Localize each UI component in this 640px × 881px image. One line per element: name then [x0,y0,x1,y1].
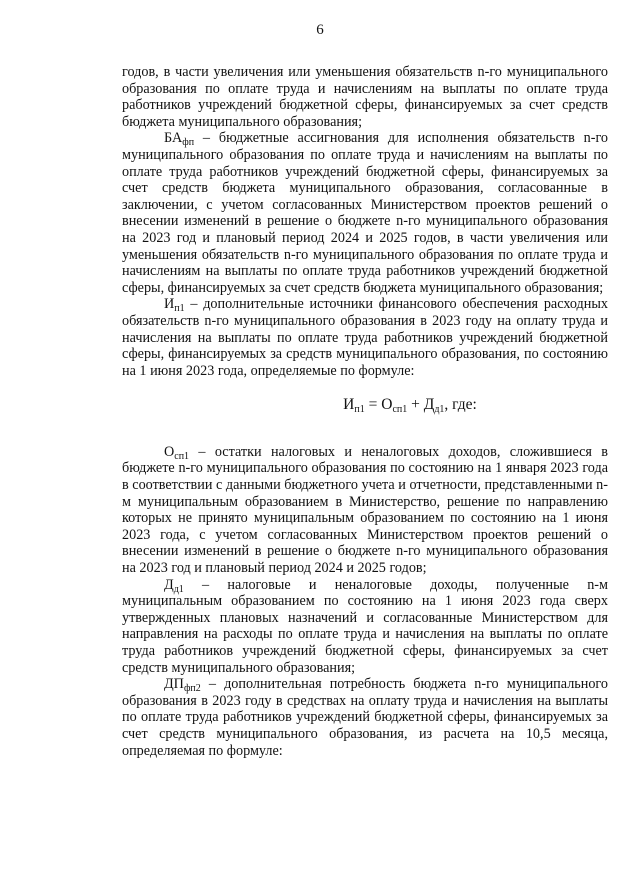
definition-text: – остатки налоговых и неналоговых доходов, сложившиеся в бюджете n-го муниципального образования по состоянию на 1 января 2023 года в соответствии с данными бюджетного учета и отчетности, представленными n-м муниципальным образованием в Министерство, решение по направлению которых не принято муниципальным образованием по состоянию на 1 июня 2023 года, с учетом согласованных Министерством проектов решений о внесении изменений в решение о бюджете n-го муниципального образования на 2023 год и плановый период 2024 и 2025 годов; [122,443,608,577]
definition-text: – налоговые и неналоговые доходы, полученные n-м муниципальным образованием по состоянию на 1 июня 2023 года сверх утвержденных плановых назначений и согласованные Министерством для направления на расходы по оплате труда и начисления на выплаты по оплате труда работников учреждений бюджетной сферы, финансируемых за счет средств муниципального образования; [122,576,608,676]
paragraph-i-p1-definition [122,296,608,379]
paragraph-o-sp1-definition [122,444,608,577]
term-o-subscript: сп1 [174,450,190,462]
definition-text: – дополнительные источники финансового обеспечения расходных обязательств n-го муниципального образования в 2023 году на оплату труда и начисления на выплаты по оплате труда работников учреждений бюджетной сферы, финансируемых за средств муниципального образования, по состоянию на 1 июня 2023 года, определяемые по формуле: [122,296,608,379]
formula-plus: + [407,396,424,414]
formula-tail: , где: [444,396,477,414]
paragraph-d-d1-definition [122,577,608,677]
document-body [122,64,608,759]
term-ba: БА [164,130,183,147]
formula-term-1-subscript: сп1 [392,404,408,416]
term-dp-subscript: фп2 [183,683,201,695]
paragraph-continuation: годов, в части увеличения или уменьшения обязательств n-го муниципального образования по оплате труда и начислениям на выплаты по оплате труда работников учреждений бюджетной сферы, финансируемых за счет средств бюджета муниципального образования; [122,64,608,130]
term-dp: ДП [164,676,184,693]
formula-term-2-subscript: д1 [434,404,445,416]
paragraph-dp-fp2-definition [122,676,608,759]
formula [212,397,608,414]
definition-text: – бюджетные ассигнования для исполнения обязательств n-го муниципального образования по оплате труда и начислениям на выплаты по оплате труда работников учреждений бюджетной сферы, финансируемых за счет средств бюджета муниципального образования, согласованные в заключении, с учетом согласованных Министерством проектов решений о внесении изменений в решение о бюджете n-го муниципального образования на 2023 год и плановый период 2024 и 2025 годов, в части увеличения или уменьшения обязательств n-го муниципального образования по оплате труда и начислениям на выплаты по оплате труда работников учреждений бюджетной сферы, финансируемых за счет средств бюджета муниципального образования; [122,130,608,296]
formula-equals: = [364,396,382,414]
paragraph-ba-fp-definition [122,130,608,296]
term-i: И [164,296,175,313]
formula-lhs-subscript: п1 [354,404,365,416]
term-d: Д [164,576,174,593]
term-o: О [164,443,175,460]
term-d-subscript: д1 [173,583,184,595]
formula-lhs: И [343,396,355,414]
term-ba-subscript: фп [182,137,195,149]
definition-text: – дополнительная потребность бюджета n-го муниципального образования в 2023 году в средствах на оплату труда и начисления на выплаты по оплате труда работников учреждений бюджетной сферы, финансируемых за счет средств муниципального образования, из расчета на 10,5 месяца, определяемая по формуле: [122,676,608,759]
page-number: 6 [316,22,324,38]
term-i-subscript: п1 [174,303,185,315]
formula-term-2: Д [423,396,435,414]
formula-term-1: О [381,396,393,414]
